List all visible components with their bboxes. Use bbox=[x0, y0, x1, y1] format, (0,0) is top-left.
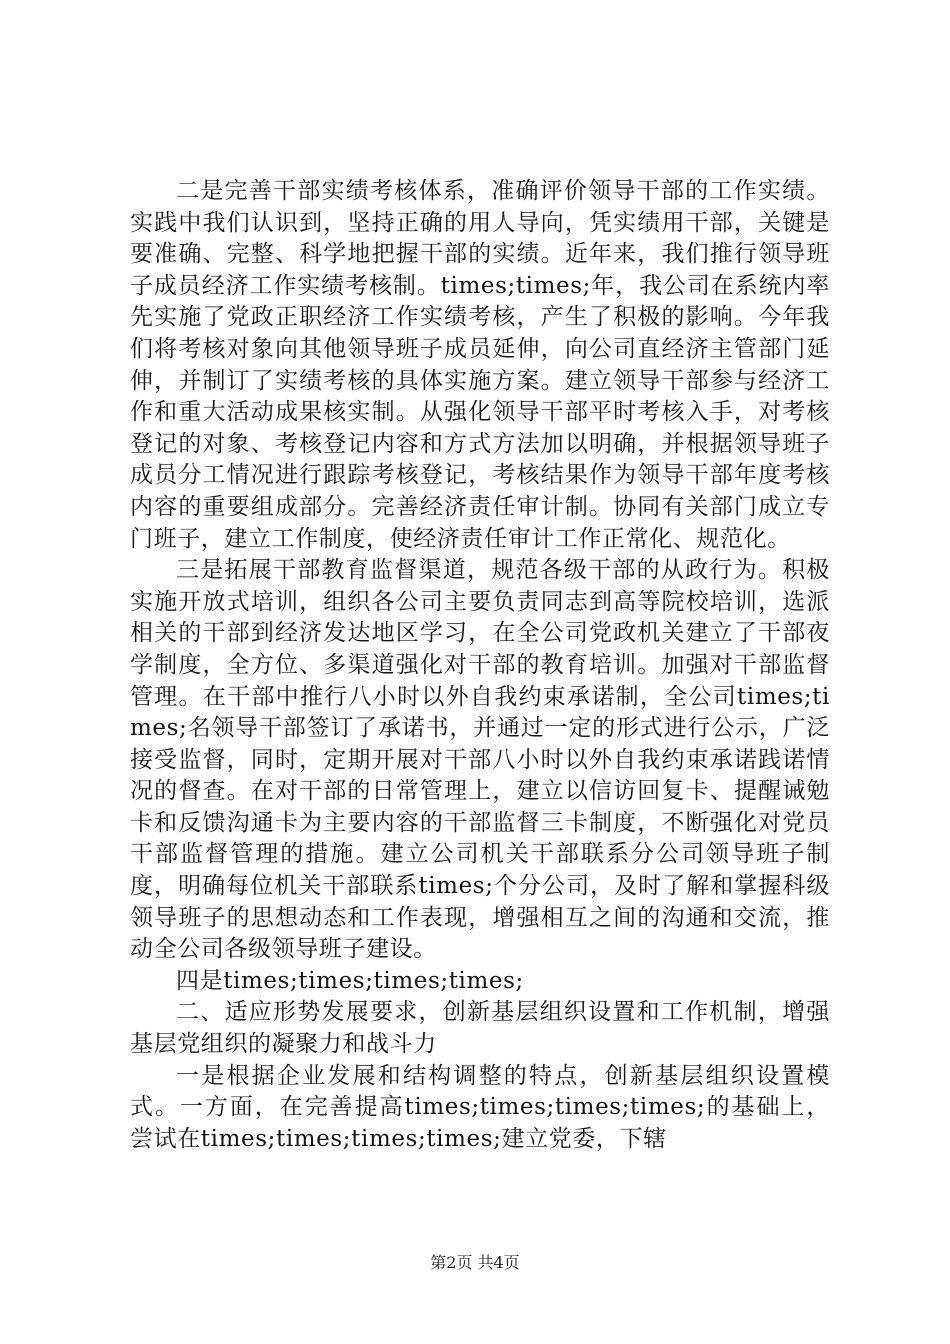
document-body bbox=[130, 176, 830, 1155]
paragraph-performance-assessment: 二是完善干部实绩考核体系，准确评价领导干部的工作实绩。实践中我们认识到，坚持正确的用人导向，凭实绩用干部，关键是要准确、完整、科学地把握干部的实绩。近年来，我们推行领导班子成员经济工作实绩考核制。times;times;年，我公司在系统内率先实施了党政正职经济工作实绩考核，产生了积极的影响。今年我们将考核对象向其他领导班子成员延伸，向公司直经济主管部门延伸，并制订了实绩考核的具体实施方案。建立领导干部参与经济工作和重大活动成果核实制。从强化领导干部平时考核入手，对考核登记的对象、考核登记内容和方式方法加以明确，并根据领导班子成员分工情况进行跟踪考核登记，考核结果作为领导干部年度考核内容的重要组成部分。完善经济责任审计制。协同有关部门成立专门班子，建立工作制度，使经济责任审计工作正常化、规范化。 bbox=[130, 178, 830, 552]
page-number-footer: 第2页 共4页 bbox=[430, 1253, 520, 1272]
paragraph-education-supervision: 三是拓展干部教育监督渠道，规范各级干部的从政行为。积极实施开放式培训，组织各公司主要负责同志到高等院校培训，选派相关的干部到经济发达地区学习，在全公司党政机关建立了干部夜学制度，全方位、多渠道强化对干部的教育培训。加强对干部监督管理。在干部中推行八小时以外自我约束承诺制，全公司times;times;名领导干部签订了承诺书，并通过一定的形式进行公示，广泛接受监督，同时，定期开展对干部八小时以外自我约束承诺践诺情况的督查。在对干部的日常管理上，建立以信访回复卡、提醒诫勉卡和反馈沟通卡为主要内容的干部监督三卡制度，不断强化对党员干部监督管理的措施。建立公司机关干部联系分公司领导班子制度，明确每位机关干部联系times;个分公司，及时了解和掌握科级领导班子的思想动态和工作表现，增强相互之间的沟通和交流，推动全公司各级领导班子建设。 bbox=[130, 557, 830, 963]
section-heading-two: 二、适应形势发展要求，创新基层组织设置和工作机制，增强基层党组织的凝聚力和战斗力 bbox=[130, 999, 830, 1058]
paragraph-organization-setup: 一是根据企业发展和结构调整的特点，创新基层组织设置模式。一方面，在完善提高times;times;times;times;的基础上，尝试在times;times;times;times;建立党委，下辖 bbox=[130, 1062, 830, 1152]
paragraph-item-four: 四是times;times;times;times; bbox=[176, 967, 524, 994]
